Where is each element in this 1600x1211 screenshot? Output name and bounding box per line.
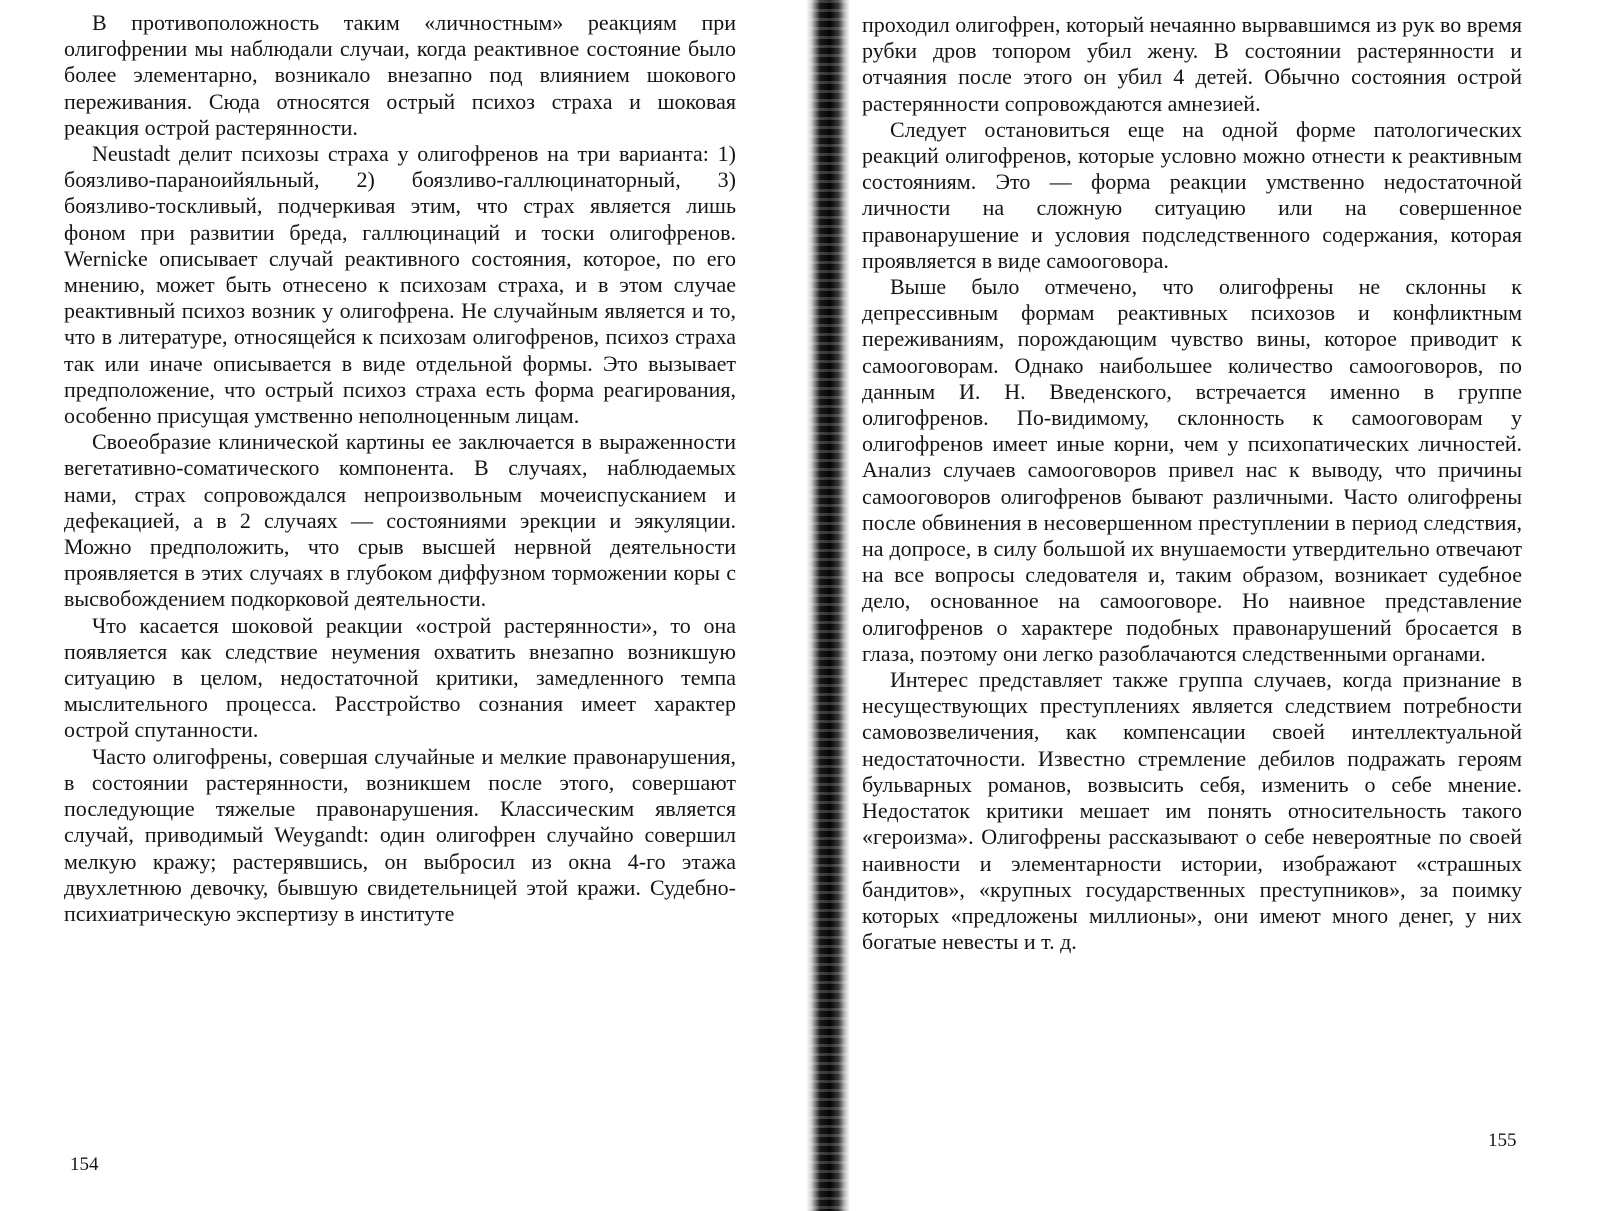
- paragraph: Интерес представляет также группа случаев, когда признание в несуществующих преступлениях является следствием потребности самовозвеличения, как компенсации своей интеллектуальной недостаточности. Известно стремление дебилов подражать героям бульварных романов, возвысить себя, изменить о себе мнение. Недостаток критики мешает им понять относительность такого «героизма». Олигофрены рассказывают о себе невероятные по своей наивности и элементарности истории, изображают «страшных бандитов», «крупных государственных преступников», за поимку которых «предложены миллионы», они имеют много денег, у них богатые невесты и т. д.: [862, 667, 1522, 955]
- book-spine-gutter: [806, 0, 850, 1211]
- left-page-body: [64, 10, 736, 927]
- right-page: [846, 0, 1600, 1211]
- right-page-body: [862, 12, 1522, 955]
- page-number-left: 154: [70, 1154, 99, 1175]
- paragraph: Часто олигофрены, совершая случайные и мелкие правонарушения, в состоянии растерянности, возникшем после этого, совершают последующие тяжелые правонарушения. Классическим является случай, приводимый Weygandt: один олигофрен случайно совершил мелкую кражу; растерявшись, он выбросил из окна 4-го этажа двухлетнюю девочку, бывшую свидетельницей этой кражи. Судебно-психиатрическую экспертизу в институте: [64, 743, 736, 926]
- continued-paragraph: проходил олигофрен, который нечаянно вырвавшимся из рук во время рубки дров топором убил жену. В состоянии растерянности и отчаяния после этого он убил 4 детей. Обычно состояния острой растерянности сопровождаются амнезией.: [862, 12, 1522, 116]
- paragraph: В противоположность таким «личностным» реакциям при олигофрении мы наблюдали случаи, когда реактивное состояние было более элементарно, возникало внезапно под влиянием шокового переживания. Сюда относятся острый психоз страха и шоковая реакция острой растерянности.: [64, 10, 736, 140]
- paragraph: Что касается шоковой реакции «острой растерянности», то она появляется как следствие неумения охватить внезапно возникшую ситуацию в целом, недостаточной критики, замедленного темпа мыслительного процесса. Расстройство сознания имеет характер острой спутанности.: [64, 612, 736, 743]
- paragraph: Своеобразие клинической картины ее заключается в выраженности вегетативно-соматического компонента. В случаях, наблюдаемых нами, страх сопровождался непроизвольным мочеиспусканием и дефекацией, а в 2 случаях — состояниями эрекции и эякуляции. Можно предположить, что срыв высшей нервной деятельности проявляется в этих случаях в глубоком диффузном торможении коры с высвобождением подкорковой деятельности.: [64, 429, 736, 612]
- paragraph: Neustadt делит психозы страха у олигофренов на три варианта: 1) боязливо-параноийяльный, 2) боязливо-галлюцинаторный, 3) боязливо-тоскливый, подчеркивая этим, что страх является лишь фоном при развитии бреда, галлюцинаций и тоски олигофренов. Wernicke описывает случай реактивного состояния, которое, по его мнению, может быть отнесено к психозам страха, и в этом случае реактивный психоз возник у олигофрена. Не случайным является и то, что в литературе, относящейся к психозам олигофренов, психоз страха так или иначе описывается в виде отдельной формы. Это вызывает предположение, что острый психоз страха есть форма реагирования, особенно присущая умственно неполноценным лицам.: [64, 141, 736, 429]
- paragraph: Следует остановиться еще на одной форме патологических реакций олигофренов, которые условно можно отнести к реактивным состояниям. Это — форма реакции умственно недостаточной личности на сложную ситуацию или на совершенное правонарушение и условия подследственного содержания, которая проявляется в виде самооговора.: [862, 116, 1522, 273]
- page-number-right: 155: [1488, 1130, 1517, 1151]
- paragraph: Выше было отмечено, что олигофрены не склонны к депрессивным формам реактивных психозов и конфликтным переживаниям, порождающим чувство вины, которое приводит к самооговорам. Однако наибольшее количество самооговоров, по данным И. Н. Введенского, встречается именно в группе олигофренов. По-видимому, склонность к самооговорам у олигофренов имеет иные корни, чем у психопатических личностей. Анализ случаев самооговоров привел нас к выводу, что причины самооговоров олигофренов бывают различными. Часто олигофрены после обвинения в несовершенном преступлении в период следствия, на допросе, в силу большой их внушаемости утвердительно отвечают на все вопросы следователя и, таким образом, возникает судебное дело, основанное на самооговоре. Но наивное представление олигофренов о характере подобных правонарушений бросается в глаза, поэтому они легко разоблачаются следственными органами.: [862, 274, 1522, 666]
